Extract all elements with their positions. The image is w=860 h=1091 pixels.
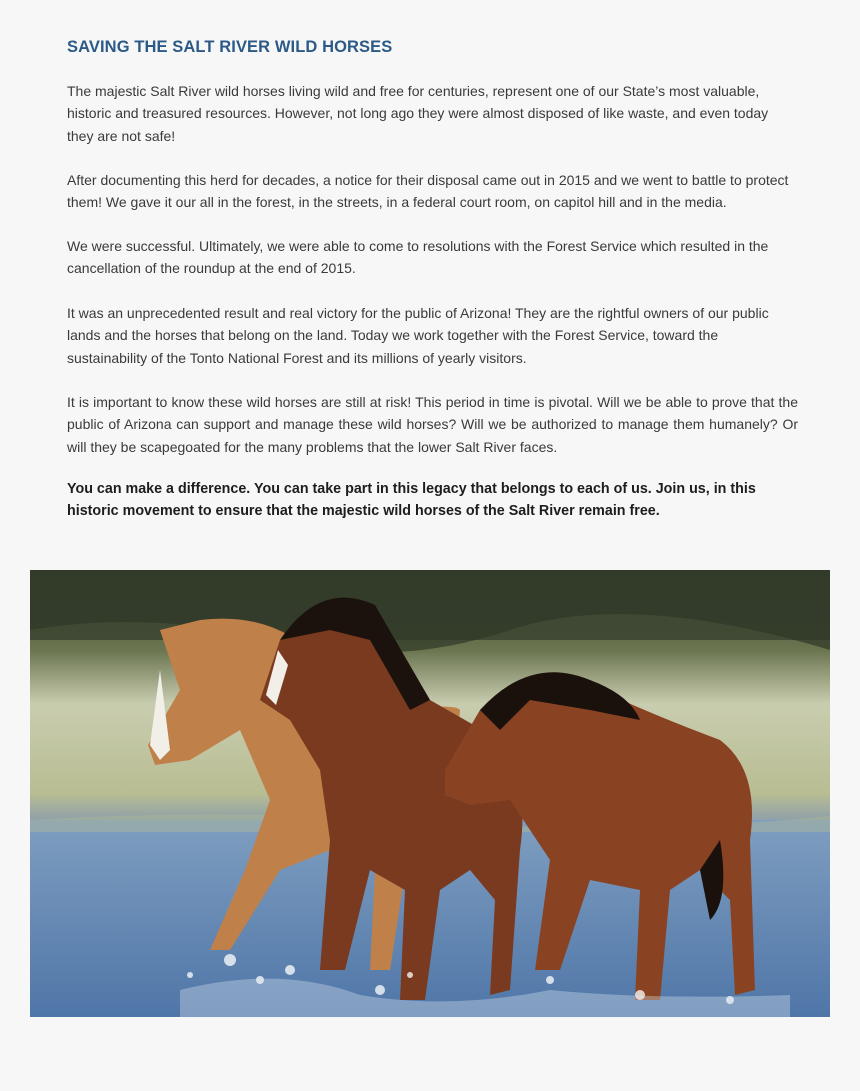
wild-horses-photo <box>30 570 830 1017</box>
article-title: SAVING THE SALT RIVER WILD HORSES <box>67 38 393 56</box>
paragraph-history: After documenting this herd for decades, a notice for their disposal came out in 2015 and we went to battle to protect them! We gave it our all in the forest, in the streets, in a federal court room, on capitol hill and in the media. <box>67 172 789 211</box>
paragraph-success: We were successful. Ultimately, we were able to come to resolutions with the Forest Service which resulted in the cancellation of the roundup at the end of 2015. <box>67 238 769 277</box>
paragraph-intro: The majestic Salt River wild horses living wild and free for centuries, represent one of our State’s most valuable, historic and treasured resources. However, not long ago they were almost disposed of like waste, and even today they are not safe! <box>67 83 769 144</box>
paragraph-victory: It was an unprecedented result and real victory for the public of Arizona! They are the rightful owners of our public lands and the horses that belong on the land. Today we work together with the Forest Service, toward the sustainability of the Tonto National Forest and its millions of yearly visitors. <box>67 305 769 366</box>
paragraph-risk: It is important to know these wild horses are still at risk! This period in time is pivotal. Will we be able to prove that the public of Arizona can support and manage these wild horses? Will we be authorized to manage them humanely? Or will they be scapegoated for the many problems that the lower Salt River faces. <box>67 394 798 455</box>
call-to-action: You can make a difference. You can take part in this legacy that belongs to each of us. Join us, in this historic movement to ensure that the majestic wild horses of the Salt River remain free. <box>67 481 756 519</box>
